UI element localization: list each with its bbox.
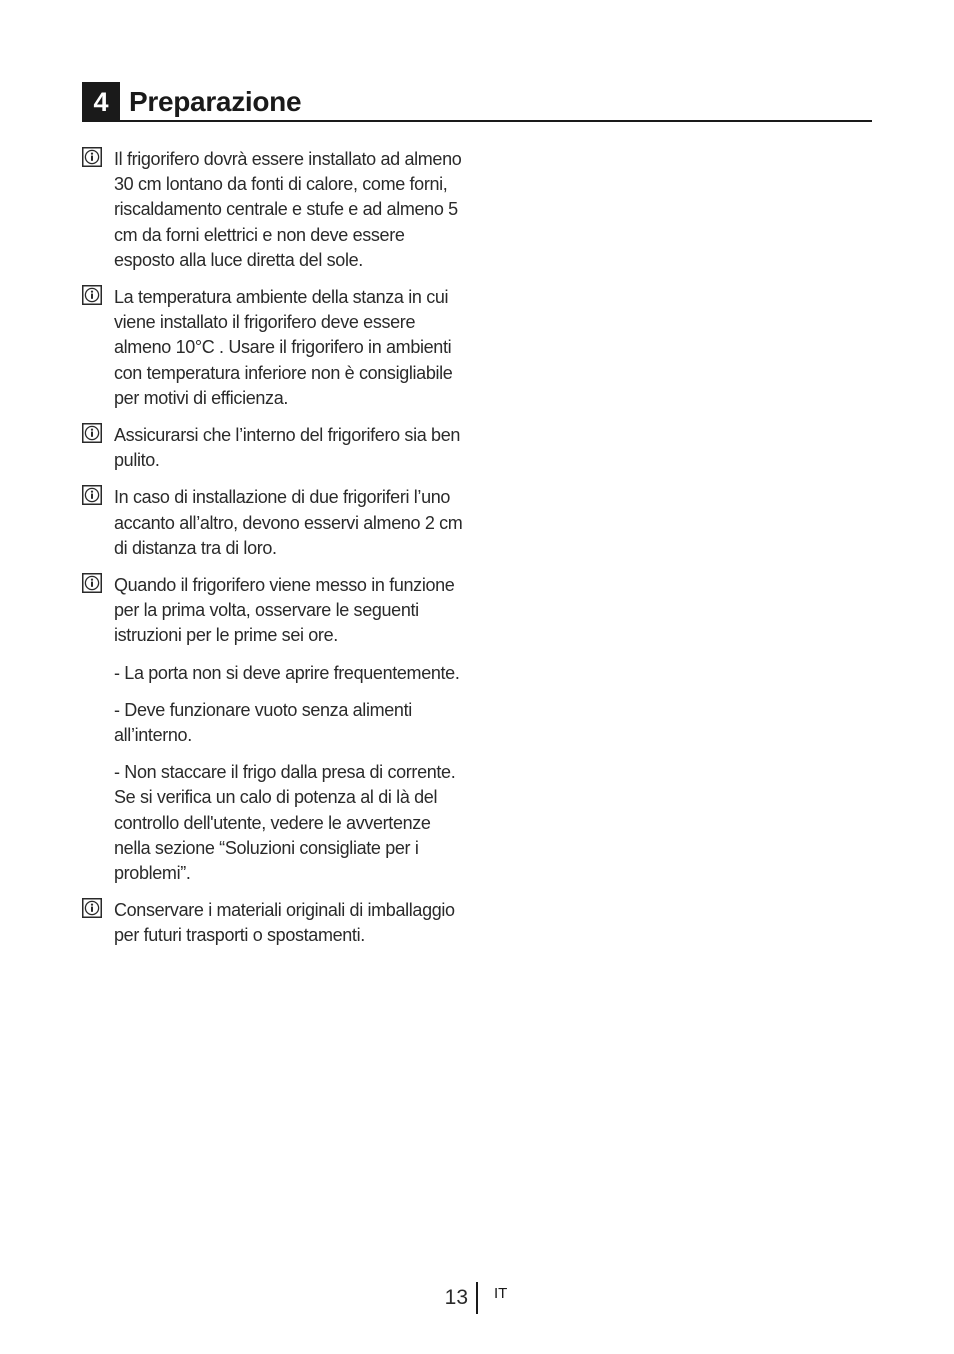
section-header — [82, 82, 872, 122]
note-text: In caso di installazione di due frigoriferi l’uno accanto all’altro, devono esservi almeno 2 cm di distanza tra di loro. — [114, 487, 463, 558]
sub-item-text: - Deve funzionare vuoto senza alimenti all’interno. — [114, 699, 412, 746]
page-footer — [0, 1282, 954, 1318]
language-code: IT — [494, 1285, 508, 1302]
note-text: Il frigorifero dovrà essere installato ad almeno 30 cm lontano da fonti di calore, come forni, riscaldamento centrale e stufe e ad almeno 5 cm da forni elettrici e non deve essere esposto alla luce diretta del sole. — [114, 149, 462, 270]
info-icon — [82, 285, 102, 305]
note-text: Quando il frigorifero viene messo in funzione per la prima volta, osservare le seguenti istruzioni per le prime sei ore. — [114, 575, 455, 646]
footer-divider — [476, 1282, 478, 1314]
section-number: 4 — [82, 82, 120, 120]
note-text: Conservare i materiali originali di imballaggio per futuri trasporti o spostamenti. — [114, 900, 455, 946]
section-title: Preparazione — [129, 86, 302, 117]
sub-item — [82, 661, 467, 686]
content — [82, 147, 467, 961]
info-icon — [82, 485, 102, 505]
note-item — [82, 898, 467, 948]
note-item — [82, 285, 467, 411]
page-number: 13 — [444, 1286, 468, 1309]
note-item — [82, 485, 467, 561]
sub-item — [82, 760, 467, 886]
note-item — [82, 573, 467, 649]
note-text: Assicurarsi che l’interno del frigorifero sia ben pulito. — [114, 425, 461, 471]
info-icon — [82, 573, 102, 593]
sub-item-text: - La porta non si deve aprire frequentemente. — [114, 662, 460, 683]
info-icon — [82, 898, 102, 918]
info-icon — [82, 423, 102, 443]
note-item — [82, 147, 467, 273]
info-icon — [82, 147, 102, 167]
sub-item — [82, 698, 467, 748]
sub-item-text: - Non staccare il frigo dalla presa di corrente. Se si verifica un calo di potenza al di là del controllo dell'utente, vedere le avvertenze nella sezione “Soluzioni consigliate per i problemi”. — [114, 762, 456, 884]
note-text: La temperatura ambiente della stanza in cui viene installato il frigorifero deve essere almeno 10°C . Usare il frigorifero in ambienti con temperatura inferiore non è consigliabile per motivi di efficienza. — [114, 287, 453, 408]
note-item — [82, 423, 467, 473]
